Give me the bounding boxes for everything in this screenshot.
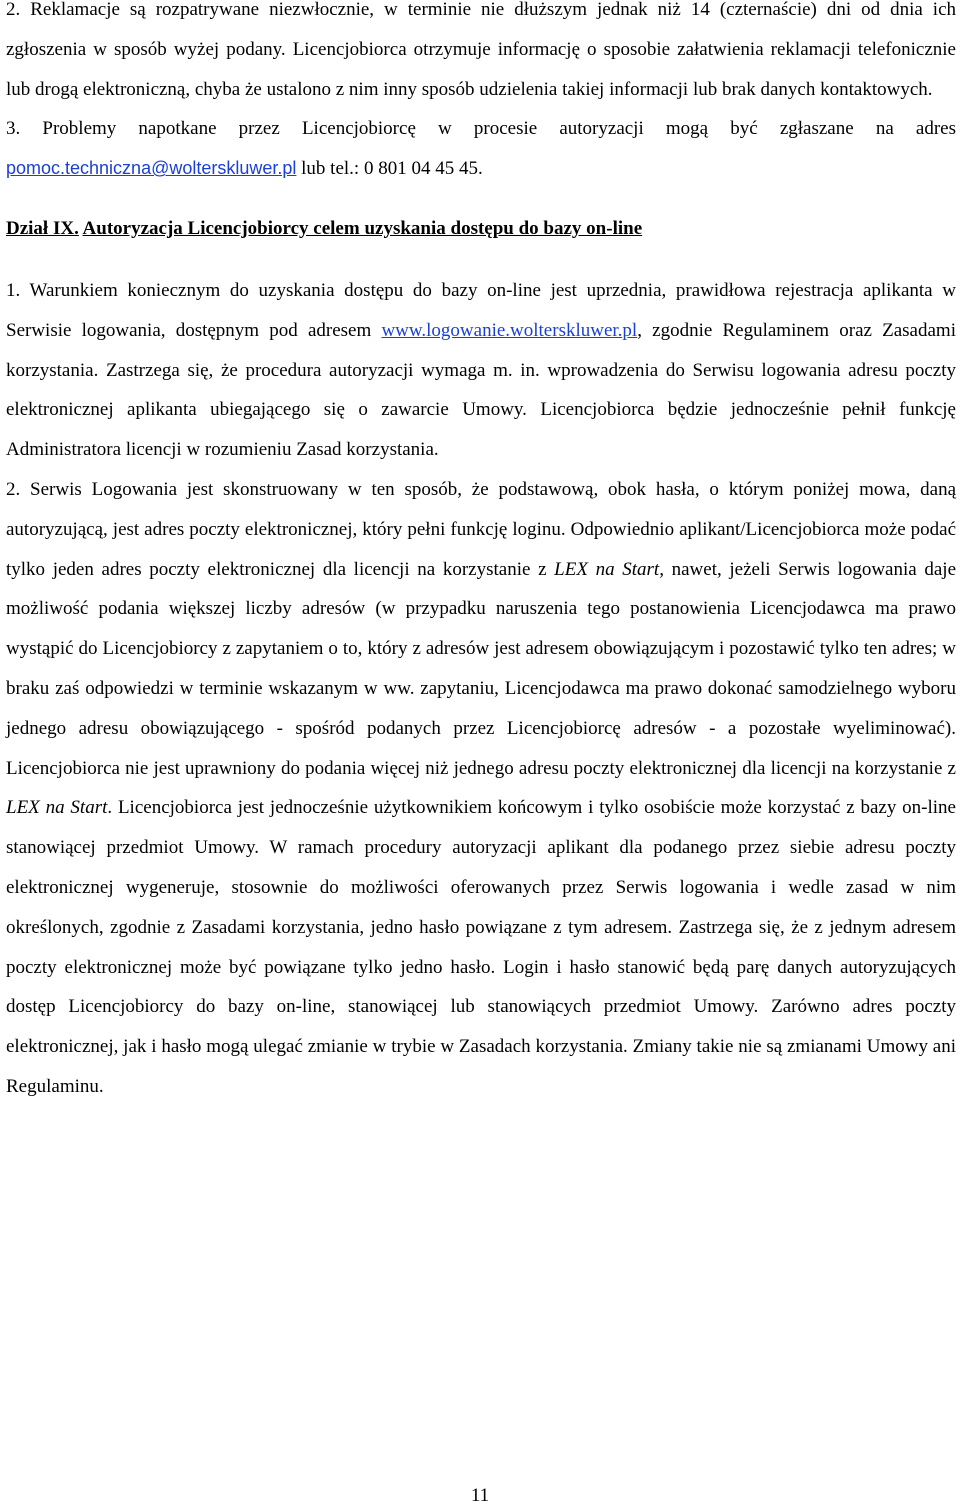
- paragraph-3-text-after: lub tel.: 0 801 04 45 45.: [296, 158, 483, 180]
- product-name-2: LEX na Start: [6, 797, 108, 819]
- paragraph-2-part2: Licencjobiorca otrzymuje informację o sposobie załatwienia reklamacji telefonicznie lub drogą elektroniczną, chyba że ustalono z nim inny sposób udzielenia takiej informacji lub brak danych kontaktowych.: [6, 38, 956, 100]
- login-service-url-link[interactable]: www.logowanie.wolterskluwer.pl: [381, 319, 638, 341]
- section-paragraph-1: [6, 271, 956, 470]
- section-paragraph-2-part3: . Licencjobiorca jest jednocześnie użytkownikiem końcowym i tylko osobiście może korzystać z bazy on-line stanowiącej przedmiot Umowy. W ramach procedury autoryzacji aplikant dla podanego przez siebie adresu poczty elektronicznej wygeneruje, stosownie do możliwości oferowanych przez Serwis logowania i wedle zasad w nim określonych, zgodnie z Zasadami korzystania, jedno hasło powiązane z tym adresem. Zastrzega się, że z jednym adresem poczty elektronicznej może być powiązane tylko jedno hasło. Login i hasło stanowić będą parę danych autoryzujących dostęp Licencjobiorcy do bazy on-line, stanowiącej lub stanowiących przedmiot Umowy. Zarówno adres poczty elektronicznej, jak i hasło mogą ulegać zmianie w trybie w Zasadach korzystania. Zmiany takie nie są zmianami Umowy ani Regulaminu.: [6, 797, 956, 1097]
- section-heading: [6, 211, 956, 247]
- support-email-link[interactable]: pomoc.techniczna@wolterskluwer.pl: [6, 158, 297, 179]
- product-name-1: LEX na Start,: [554, 558, 664, 580]
- paragraph-3: [6, 109, 956, 189]
- section-paragraph-1-text-before: 1. Warunkiem koniecznym do uzyskania dostępu do bazy on-line jest uprzednia, prawidłowa rejestracja aplikanta w Serwisie logowania, dostępnym pod adresem: [6, 279, 956, 341]
- section-paragraph-2-part2: nawet, jeżeli Serwis logowania daje możliwość podania większej liczby adresów (w przypadku naruszenia tego postanowienia Licencjodawca ma prawo wystąpić do Licencjobiorcy z zapytaniem o to, który z adresów jest adresem obowiązującym i pozostawić tylko ten adres; w braku zaś odpowiedzi w terminie wskazanym w ww. zapytaniu, Licencjodawca ma prawo dokonać samodzielnego wyboru jednego adresu obowiązującego - spośród podanych przez Licencjobiorcę adresów - a pozostałe wyeliminować). Licencjobiorca nie jest uprawniony do podania więcej niż jednego adresu poczty elektronicznej dla licencji na korzystanie z: [6, 558, 957, 779]
- page-number: 11: [470, 1485, 490, 1506]
- paragraph-3-text-before: 3. Problemy napotkane przez Licencjobiorcę w procesie autoryzacji mogą być zgłaszane na adres: [6, 118, 956, 140]
- section-paragraph-1-text-after: , zgodnie Regulaminem oraz Zasadami korzystania. Zastrzega się, że procedura autoryzacji wymaga m. in. wprowadzenia do Serwisu logowania adresu poczty elektronicznej aplikanta ubiegającego się o zawarcie Umowy. Licencjobiorca będzie jednocześnie pełnił funkcję Administratora licencji w rozumieniu Zasad korzystania.: [6, 319, 956, 461]
- section-title: Autoryzacja Licencjobiorcy celem uzyskania dostępu do bazy on-line: [82, 217, 643, 239]
- section-paragraph-2-part1: 2. Serwis Logowania jest skonstruowany w ten sposób, że podstawową, obok hasła, o którym poniżej mowa, daną autoryzującą, jest adres poczty elektronicznej, który pełni funkcję loginu. Odpowiednio aplikant/Licencjobiorca może podać tylko jeden adres poczty elektronicznej dla licencji na korzystanie z: [6, 478, 956, 580]
- section-label: Dział IX.: [6, 217, 79, 239]
- paragraph-2-part1: 2. Reklamacje są rozpatrywane niezwłocznie, w terminie nie dłuższym jednak niż 14 (czternaście) dni od dnia ich zgłoszenia w sposób wyżej podany.: [6, 0, 956, 60]
- document-page: [6, 0, 956, 1107]
- paragraph-2: [6, 0, 956, 109]
- section-paragraph-2: [6, 470, 956, 1107]
